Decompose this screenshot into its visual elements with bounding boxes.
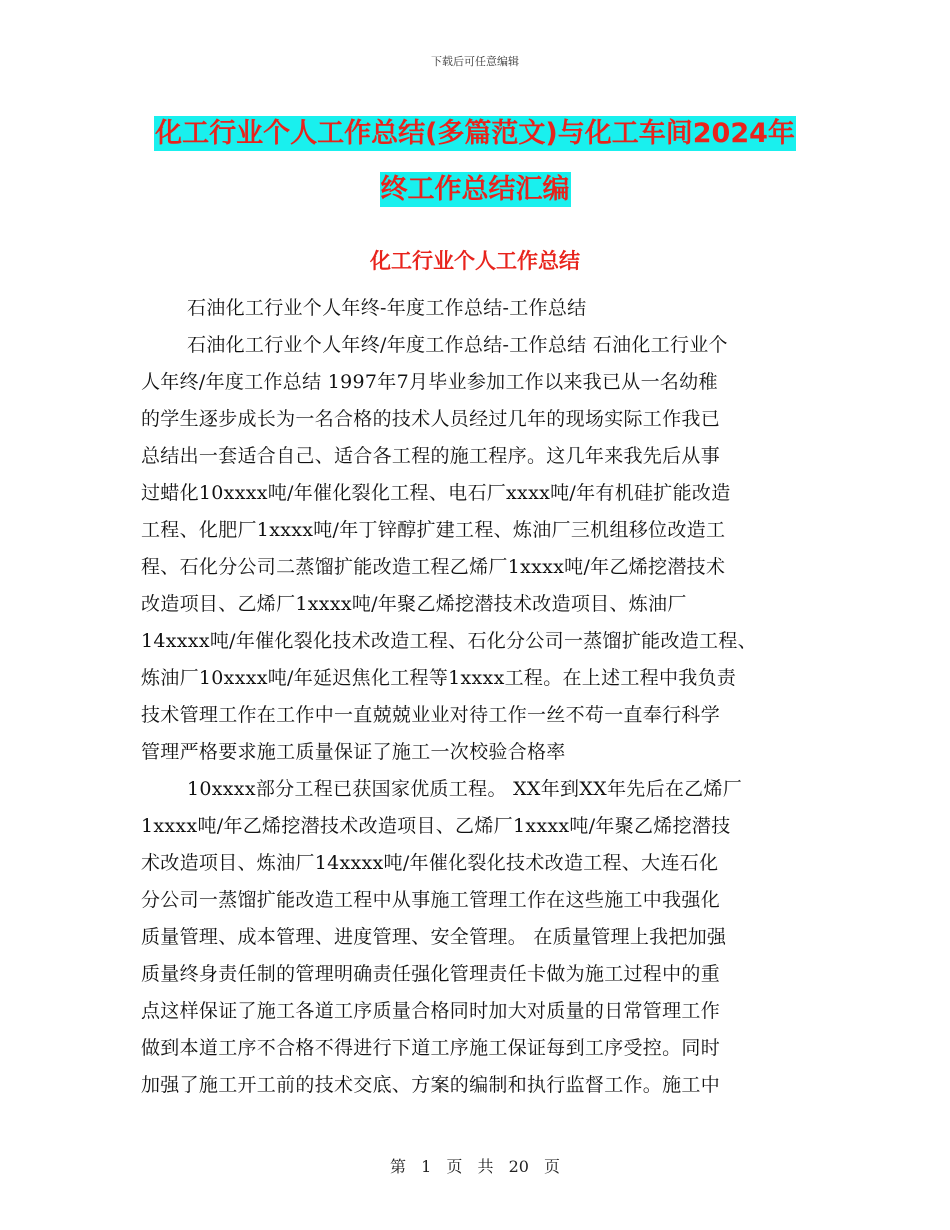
body-line: 过蜡化10xxxx吨/年催化裂化工程、电石厂xxxx吨/年有机硅扩能改造 xyxy=(141,482,731,504)
body-line: 改造项目、乙烯厂1xxxx吨/年聚乙烯挖潜技术改造项目、炼油厂 xyxy=(141,593,687,615)
body-line: 的学生逐步成长为一名合格的技术人员经过几年的现场实际工作我已 xyxy=(141,408,721,430)
body-text xyxy=(141,290,821,1104)
body-line: 质量终身责任制的管理明确责任强化管理责任卡做为施工过程中的重 xyxy=(141,963,721,985)
body-line: 1xxxx吨/年乙烯挖潜技术改造项目、乙烯厂1xxxx吨/年聚乙烯挖潜技 xyxy=(141,815,731,837)
page-current: 1 xyxy=(421,1157,432,1176)
body-line: 质量管理、成本管理、进度管理、安全管理。 在质量管理上我把加强 xyxy=(141,926,727,948)
body-line: 14xxxx吨/年催化裂化技术改造工程、石化分公司一蒸馏扩能改造工程、 xyxy=(141,630,757,652)
body-line: 炼油厂10xxxx吨/年延迟焦化工程等1xxxx工程。在上述工程中我负责 xyxy=(141,667,737,689)
page-total: 20 xyxy=(508,1157,529,1176)
body-line: 程、石化分公司二蒸馏扩能改造工程乙烯厂1xxxx吨/年乙烯挖潜技术 xyxy=(141,556,726,578)
body-line: 点这样保证了施工各道工序质量合格同时加大对质量的日常管理工作 xyxy=(141,1000,721,1022)
page-total-prefix: 共 xyxy=(477,1157,494,1176)
body-line: 人年终/年度工作总结 1997年7月毕业参加工作以来我已从一名幼稚 xyxy=(141,371,718,393)
document-title xyxy=(0,106,950,218)
section-heading: 化工行业个人工作总结 xyxy=(370,249,580,273)
body-line: 管理严格要求施工质量保证了施工一次校验合格率 xyxy=(141,741,566,763)
page-total-suffix: 页 xyxy=(544,1157,561,1176)
body-line: 术改造项目、炼油厂14xxxx吨/年催化裂化技术改造工程、大连石化 xyxy=(141,852,719,874)
body-line: 10xxxx部分工程已获国家优质工程。 XX年到XX年先后在乙烯厂 xyxy=(187,778,743,800)
page-label-prefix: 第 xyxy=(389,1157,406,1176)
body-line: 石油化工行业个人年终-年度工作总结-工作总结 xyxy=(187,297,587,319)
body-line: 技术管理工作在工作中一直兢兢业业对待工作一丝不苟一直奉行科学 xyxy=(141,704,721,726)
document-title-line2: 终工作总结汇编 xyxy=(380,174,570,205)
body-line: 石油化工行业个人年终/年度工作总结-工作总结 石油化工行业个 xyxy=(187,334,728,356)
body-line: 分公司一蒸馏扩能改造工程中从事施工管理工作在这些施工中我强化 xyxy=(141,889,721,911)
body-line: 做到本道工序不合格不得进行下道工序施工保证每到工序受控。同时 xyxy=(141,1037,721,1059)
body-line: 总结出一套适合自己、适合各工程的施工程序。这几年来我先后从事 xyxy=(141,445,721,467)
header-note: 下载后可任意编辑 xyxy=(431,55,519,68)
page-label-mid: 页 xyxy=(446,1157,463,1176)
page-footer xyxy=(0,1154,950,1177)
body-line: 加强了施工开工前的技术交底、方案的编制和执行监督工作。施工中 xyxy=(141,1074,721,1096)
body-line: 工程、化肥厂1xxxx吨/年丁锌醇扩建工程、炼油厂三机组移位改造工 xyxy=(141,519,726,541)
document-title-line1: 化工行业个人工作总结(多篇范文)与化工车间2024年 xyxy=(155,118,795,149)
